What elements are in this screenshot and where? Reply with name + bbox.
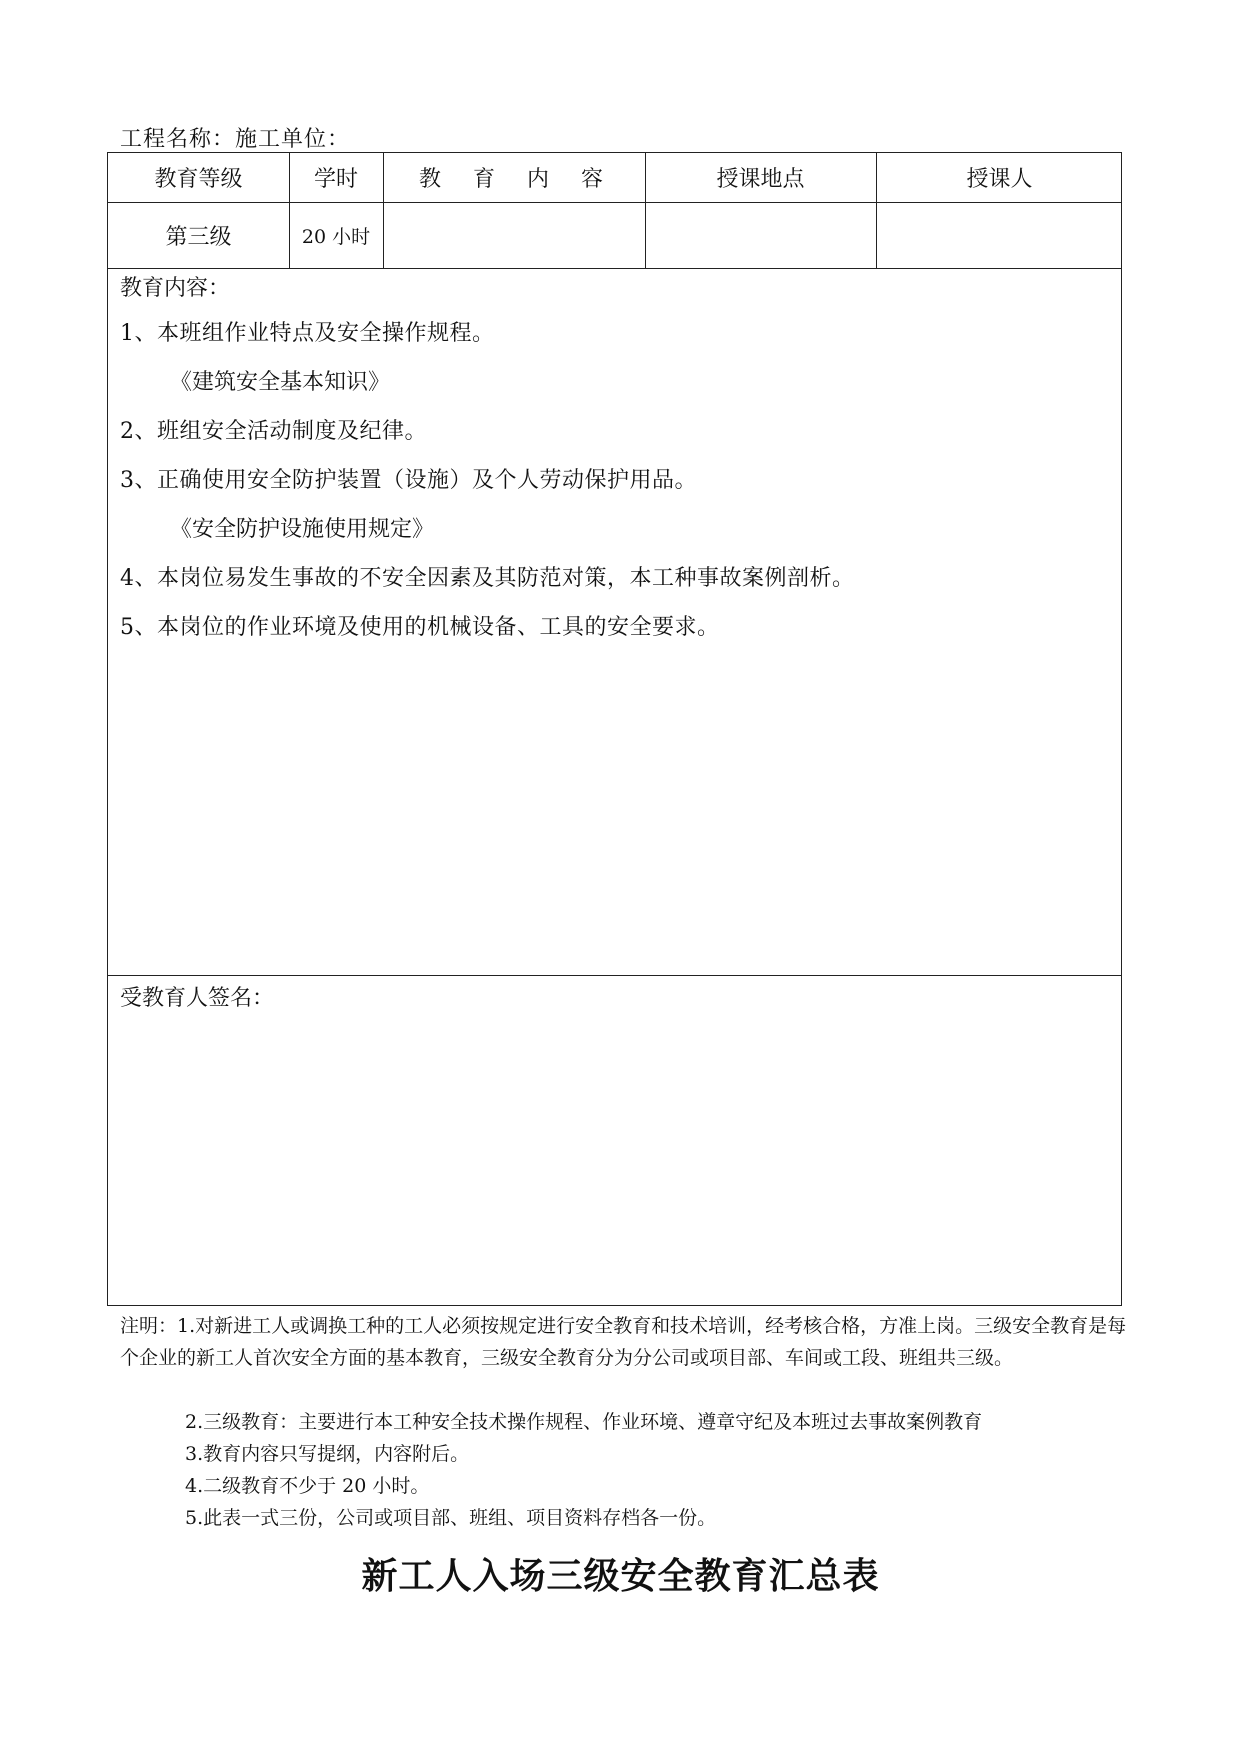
content-subitem: 《建筑安全基本知识》 bbox=[170, 370, 391, 395]
header-content: 教 育 内 容 bbox=[419, 167, 609, 192]
header-location: 授课地点 bbox=[716, 167, 805, 192]
header-hours: 学时 bbox=[313, 167, 358, 192]
header-level: 教育等级 bbox=[154, 167, 243, 192]
table-row-divider bbox=[108, 268, 1121, 269]
content-item: 4、本岗位易发生事故的不安全因素及其防范对策，本工种事故案例剖析。 bbox=[120, 566, 855, 591]
note-item: 2.三级教育：主要进行本工种安全技术操作规程、作业环境、遵章守纪及本班过去事故案例教育 bbox=[185, 1411, 983, 1433]
header-teacher: 授课人 bbox=[966, 167, 1033, 192]
content-subitem: 《安全防护设施使用规定》 bbox=[170, 517, 435, 542]
table-section-divider bbox=[108, 975, 1121, 976]
cell-location bbox=[645, 202, 876, 268]
education-form-table bbox=[107, 152, 1122, 1306]
cell-teacher bbox=[876, 202, 1123, 268]
signature-label: 受教育人签名： bbox=[120, 986, 275, 1011]
note-item: 4.二级教育不少于 20 小时。 bbox=[185, 1475, 430, 1497]
cell-level: 第三级 bbox=[165, 224, 232, 250]
cell-content bbox=[383, 202, 645, 268]
content-item: 1、本班组作业特点及安全操作规程。 bbox=[120, 321, 495, 346]
summary-table-title: 新工人入场三级安全教育汇总表 bbox=[361, 1555, 880, 1597]
project-line: 工程名称：施工单位： bbox=[120, 127, 351, 152]
note-item: 3.教育内容只写提纲，内容附后。 bbox=[185, 1443, 470, 1465]
content-title: 教育内容： bbox=[120, 276, 231, 301]
content-item: 2、班组安全活动制度及纪律。 bbox=[120, 419, 427, 444]
content-item: 3、正确使用安全防护装置（设施）及个人劳动保护用品。 bbox=[120, 468, 697, 493]
note-item: 5.此表一式三份，公司或项目部、班组、项目资料存档各一份。 bbox=[185, 1507, 717, 1529]
cell-hours: 20 小时 bbox=[301, 225, 371, 248]
content-item: 5、本岗位的作业环境及使用的机械设备、工具的安全要求。 bbox=[120, 615, 720, 640]
note-first: 注明：1.对新进工人或调换工种的工人必须按规定进行安全教育和技术培训，经考核合格，方准上岗。三级安全教育是每个企业的新工人首次安全方面的基本教育，三级安全教育分为分公司或项目部、车间或工段、班组共三级。 bbox=[120, 1315, 1127, 1369]
